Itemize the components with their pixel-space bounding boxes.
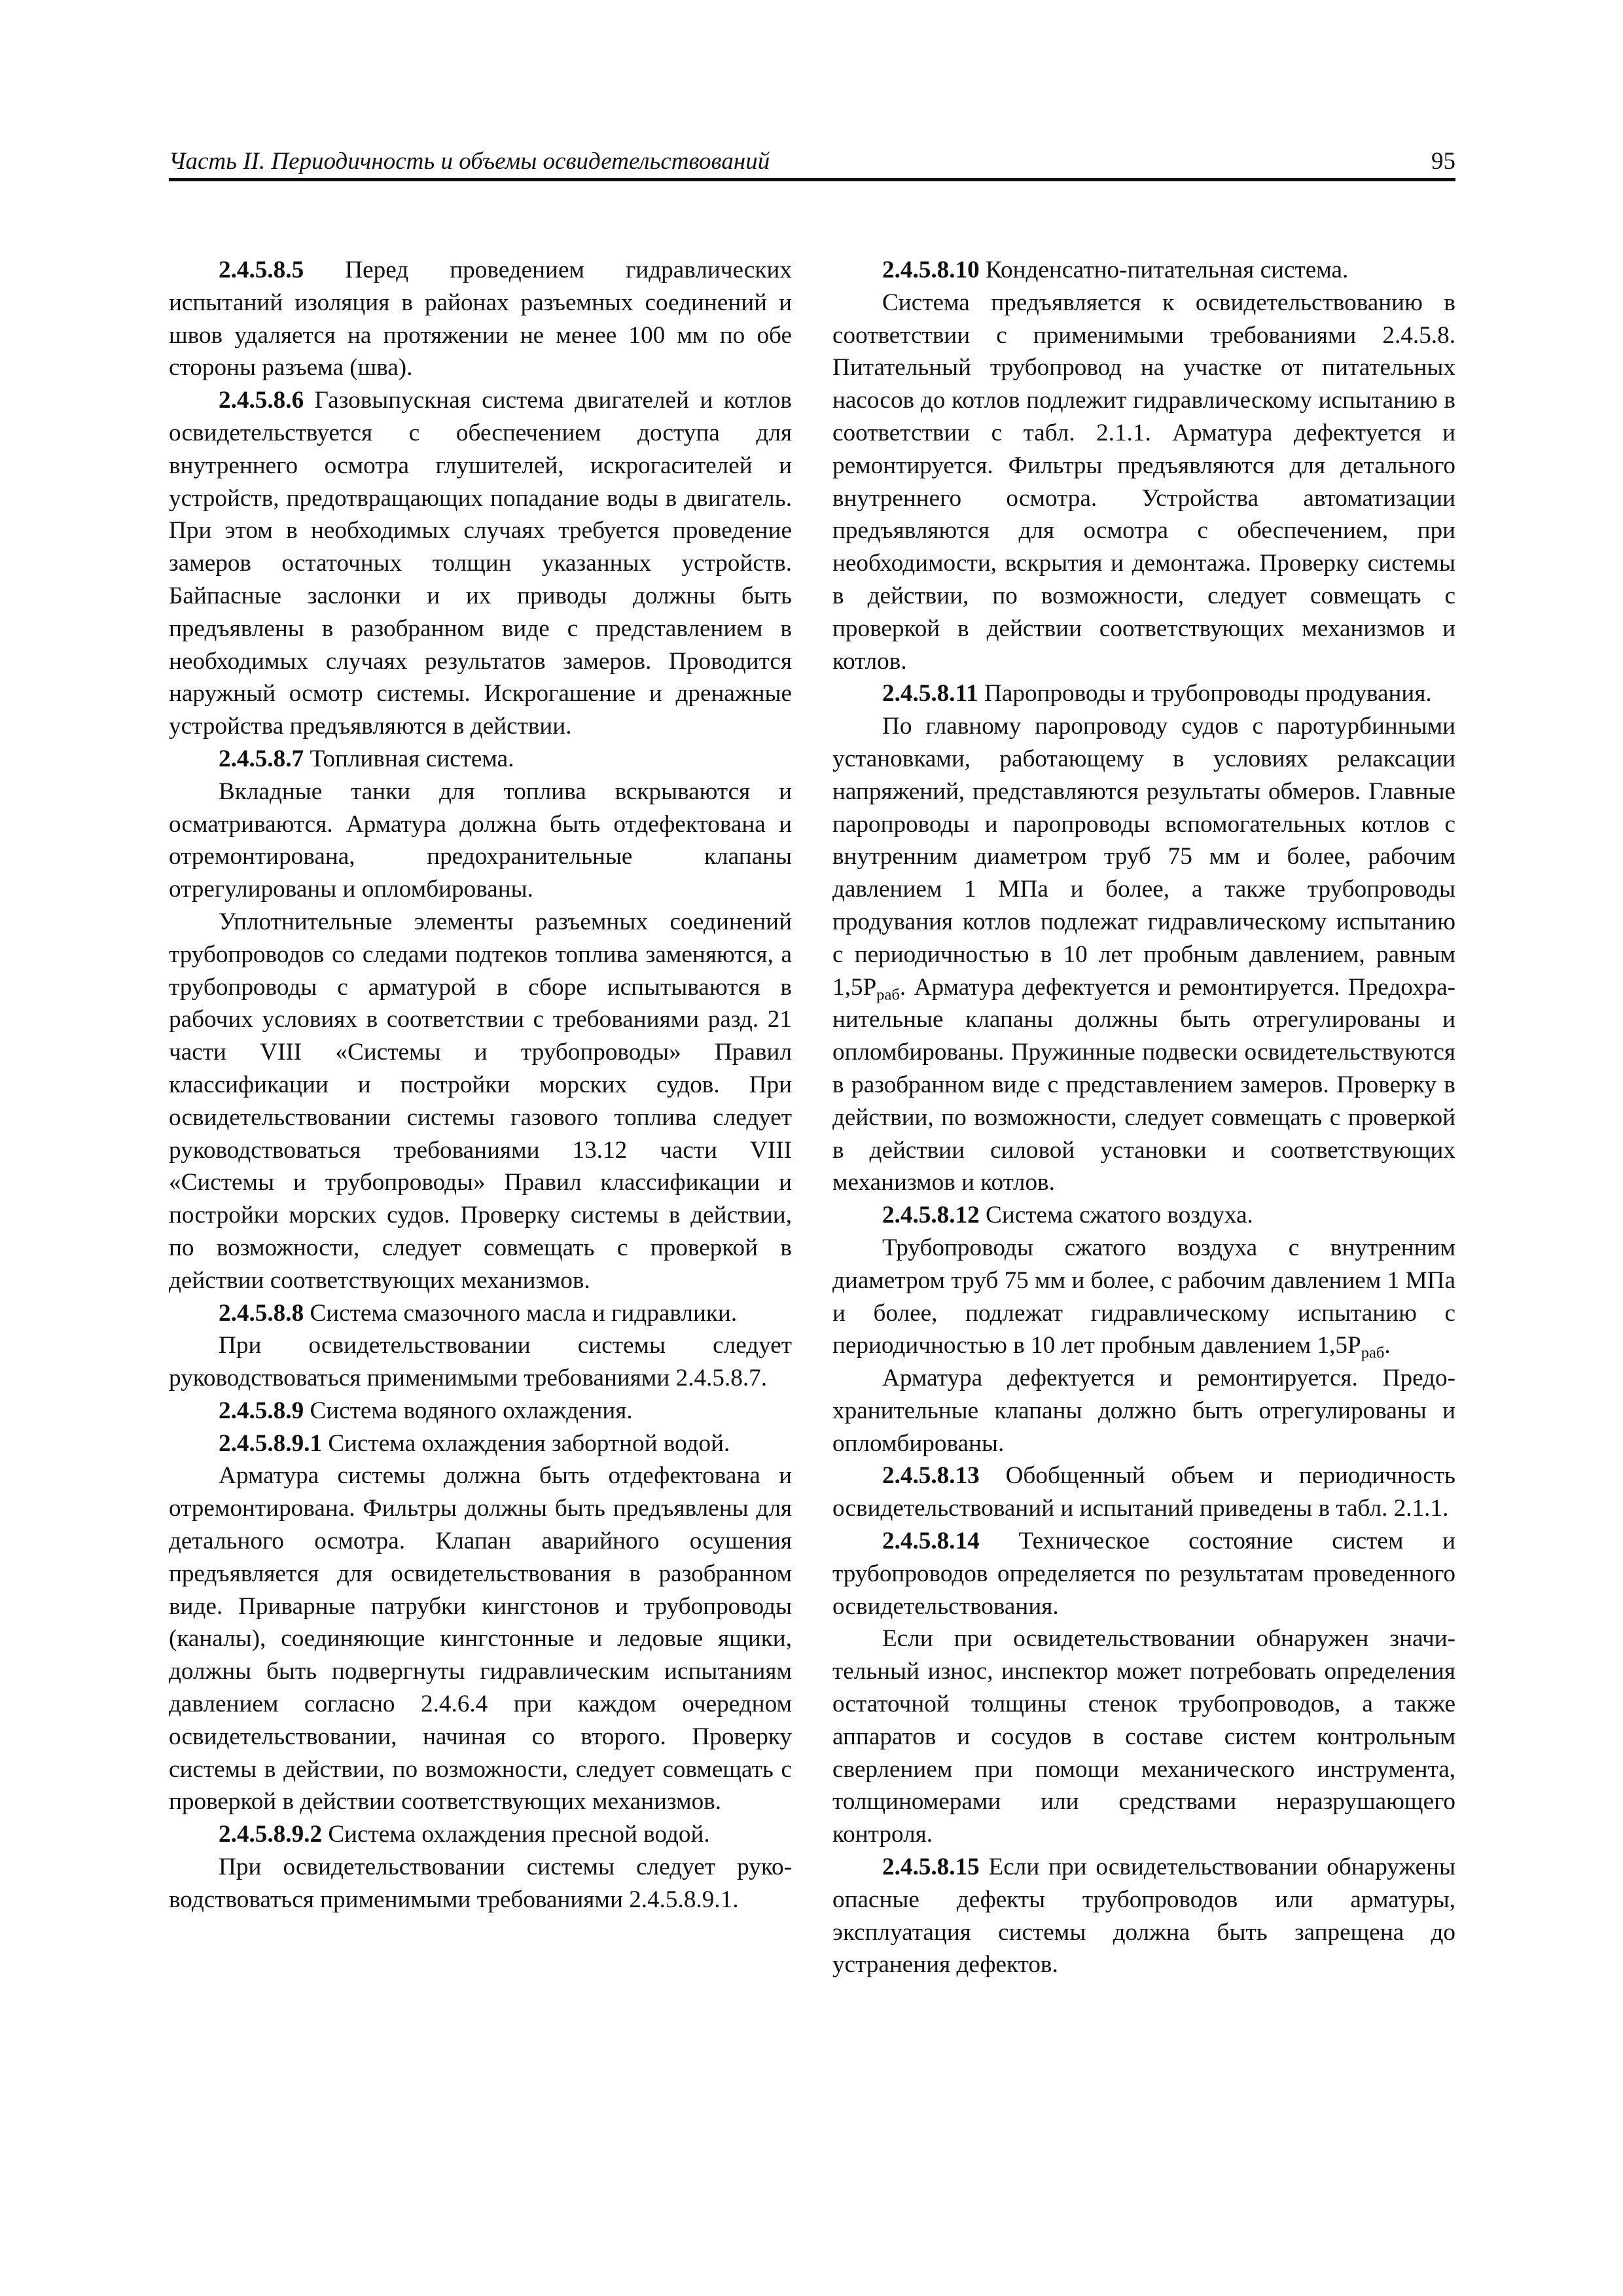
paragraph-text: Система предъявляется к освидетельствованию в соответствии с применимыми требованиями 2.4.5.8. Питательный трубопровод на участке от питательных насосов до котлов подлежит гидравлическому испытанию в соответствии с табл. 2.1.1. Арматура дефектуется и ремонтируется. Фильтры предъявляются для детального внутреннего осмотра. Устройства автоматизации предъявляются для осмотра с обеспечением, при необходимости, вскрытия и демонтажа. Проверку системы в действии, по возможности, следует совмещать с проверкой в действии соответствующих механизмов и котлов. [832,289,1455,675]
paragraph [832,1623,1455,1851]
paragraph-text-tail: . Арматура дефектуется и ремонтируется. Предохранительные клапаны должны быть отрегулированы и опломбированы. Пружинные подвески освидетельствуются в разобранном виде с представлением замеров. Проверку в действии, по возможности, следует совмещать с проверкой в действии силовой установки и соответствующих механизмов и котлов. [832,973,1455,1196]
clause-number: 2.4.5.8.8 [219,1299,304,1327]
page-number: 95 [1431,148,1455,175]
paragraph-text: Система водяного охлаждения. [304,1397,633,1424]
paragraph-text-tail: . [1384,1332,1391,1359]
paragraph-2-4-5-8-15 [832,1851,1455,1981]
running-header-title: Часть II. Периодичность и объемы освидетельствований [169,148,770,175]
paragraph-text: Газовыпускная система двигателей и котлов освидетельствуется с обеспечением доступа для внутреннего осмотра глушителей, искрогасителей и устройств, предотвращающих попадание воды в двигатель. При этом в необходимых случаях требуется проведение замеров остаточных толщин указанных устройств. Байпасные заслонки и их приводы должны быть предъявлены в разобранном виде с представлением в необходимых случаях результатов замеров. Проводится наружный осмотр системы. Искрогашение и дренажные устройства предъявляются в действии. [169,387,792,740]
paragraph [832,1362,1455,1460]
clause-number: 2.4.5.8.11 [882,680,978,708]
paragraph-2-4-5-8-14 [832,1525,1455,1623]
clause-number: 2.4.5.8.9 [219,1397,304,1424]
paragraph-2-4-5-8-12 [832,1199,1455,1232]
paragraph [169,1460,792,1818]
paragraph [832,710,1455,1199]
paragraph [169,776,792,906]
clause-number: 2.4.5.8.10 [882,257,980,283]
clause-number: 2.4.5.8.9.2 [219,1821,323,1848]
paragraph-text: Топливная система. [304,745,514,772]
left-column [169,254,792,1916]
paragraph-text: Обобщенный объем и периодичность освидетельствований и испытаний приведены в табл. 2.1.1. [832,1462,1455,1522]
paragraph-text: Система сжатого воздуха. [979,1202,1253,1229]
clause-number: 2.4.5.8.12 [882,1202,980,1229]
paragraph-2-4-5-8-8 [169,1297,792,1330]
paragraph [169,1329,792,1395]
paragraph-text: Система охлаждения пресной водой. [322,1821,710,1848]
paragraph-2-4-5-8-5 [169,254,792,384]
paragraph-2-4-5-8-11 [832,677,1455,710]
paragraph-2-4-5-8-9-2 [169,1818,792,1851]
paragraph-text: Трубопроводы сжатого воздуха с внутренним диаметром труб 75 мм и более, с рабочим давлением 1 МПа и более, подлежат гидравлическому испытанию с периодичностью в 10 лет пробным давлением 1,5P [832,1234,1455,1359]
paragraph-text: Система охлаждения забортной водой. [322,1429,730,1457]
paragraph-text: Уплотнительные элементы разъемных соединений трубопроводов со следами подтеков топлива заменяются, а трубопроводы с арматурой в сборе испытываются в рабочих условиях в соответствии с требованиями разд. 21 части VIII «Системы и трубопроводы» Правил классификации и постройки морских судов. При освидетельствовании системы газового топлива следует руководствоваться требованиями 13.12 части VIII «Системы и трубопроводы» Правил классификации и постройки морских судов. Проверку системы в действии, по возможности, следует совмещать с проверкой в действии соответствующих механизмов. [169,908,792,1294]
paragraph [169,906,792,1297]
paragraph [832,1232,1455,1362]
clause-number: 2.4.5.8.13 [882,1462,980,1490]
paragraph [832,287,1455,678]
clause-number: 2.4.5.8.9.1 [219,1429,323,1457]
paragraph-text: Система смазочного масла и гидравлики. [304,1299,738,1327]
paragraph-text: Техническое состояние систем и трубопроводов определяется по результатам проведенного освидетельствования. [832,1528,1455,1620]
paragraph-text: Конденсатно-питательная система. [979,257,1349,283]
paragraph-text: По главному паропроводу судов с паротурбинными установками, работающему в условиях релаксации напряжений, представляются результаты обмеров. Главные паропроводы и паропроводы вспомогательных котлов с внутренним диаметром труб 75 мм и более, рабочим давлением 1 МПа и более, а также трубопроводы продувания котлов подлежат гидравлическому испытанию с периодичностью в 10 лет пробным давлением, равным 1,5P [832,713,1455,1001]
right-column [832,254,1455,1981]
paragraph-2-4-5-8-10 [832,254,1455,287]
paragraph-2-4-5-8-13 [832,1460,1455,1525]
paragraph-text: Перед проведением гидравлических испытаний изоляция в районах разъемных соединений и швов удаляется на протяжении не менее 100 мм по обе стороны разъема (шва). [169,257,792,382]
running-header [169,145,1455,181]
paragraph [169,1851,792,1916]
paragraph-text: При освидетельствовании системы следует руководствоваться применимыми требованиями 2.4.5.8.7. [169,1332,792,1392]
paragraph-text: Паропроводы и трубопроводы продувания. [978,680,1432,708]
paragraph-text: Арматура дефектуется и ремонтируется. Предохранительные клапаны должно быть отрегулированы и опломбированы. [832,1365,1455,1457]
paragraph-2-4-5-8-9 [169,1395,792,1427]
paragraph-text: При освидетельствовании системы следует руководствоваться применимыми требованиями 2.4.5.8.9.1. [169,1854,792,1913]
paragraph-text: Вкладные танки для топлива вскрываются и осматриваются. Арматура должна быть отдефектована и отремонтирована, предохранительные клапаны отрегулированы и опломбированы. [169,778,792,903]
subscript: раб [876,985,900,1003]
paragraph-text: Арматура системы должна быть отдефектована и отремонтирована. Фильтры должны быть предъявлены для детального осмотра. Клапан аварийного осушения предъявляется для освидетельствования в разобранном виде. Приварные патрубки кингстонов и трубопроводы (каналы), соединяющие кингстонные и ледовые ящики, должны быть подвергнуты гидравлическим испытаниям давлением согласно 2.4.6.4 при каждом очередном освидетельствовании, начиная со второго. Проверку системы в действии, по возможности, следует совмещать с проверкой в действии соответствующих механизмов. [169,1462,792,1816]
clause-number: 2.4.5.8.15 [882,1854,980,1881]
paragraph-2-4-5-8-7 [169,743,792,776]
paragraph-2-4-5-8-6 [169,384,792,743]
paragraph-text: Если при освидетельствовании обнаружен значительный износ, инспектор может потребовать определения остаточной толщины стенок трубопроводов, а также аппаратов и сосудов в составе систем контрольным сверлением при помощи механического инструмента, толщиномерами или средствами неразрушающего контроля. [832,1625,1455,1848]
clause-number: 2.4.5.8.5 [219,257,304,283]
paragraph-2-4-5-8-9-1 [169,1427,792,1460]
subscript: раб [1361,1344,1385,1362]
clause-number: 2.4.5.8.7 [219,745,304,772]
paragraph-text: Если при освидетельствовании обнаружены опасные дефекты трубопроводов или арматуры, эксплуатация системы должна быть запрещена до устранения дефектов. [832,1854,1455,1979]
clause-number: 2.4.5.8.14 [882,1528,980,1555]
clause-number: 2.4.5.8.6 [219,387,304,414]
